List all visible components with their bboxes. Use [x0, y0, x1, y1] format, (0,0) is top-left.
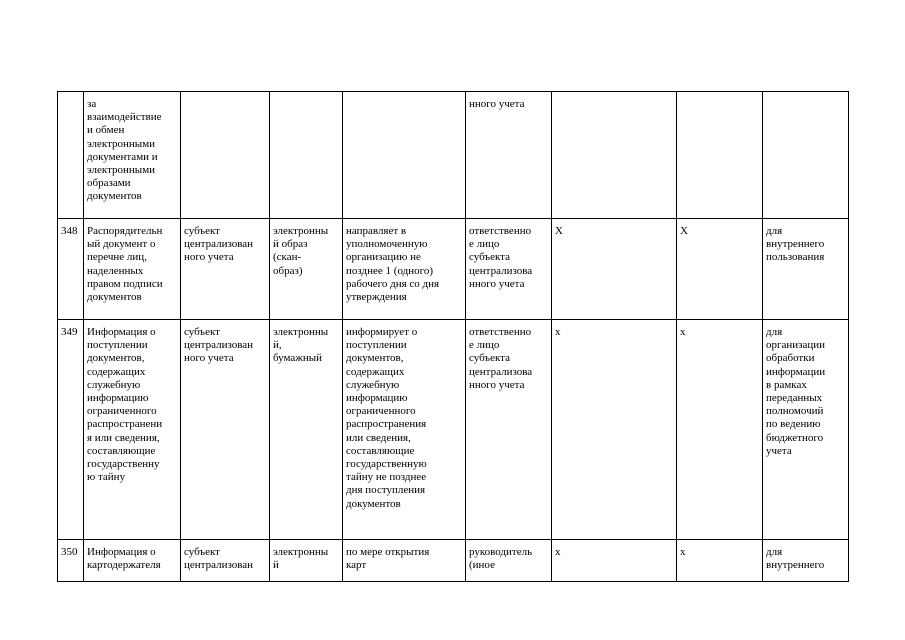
- responsible-cell: нного учета: [466, 92, 552, 219]
- document-name-cell: Информация о картодержателя: [84, 540, 181, 582]
- document-name-cell: Информация о поступлении документов, содержащих служебную информацию ограниченного распространени я или сведения, составляющие государственну ю тайну: [84, 320, 181, 540]
- table-row: [58, 540, 849, 582]
- mark-cell-2: х: [677, 540, 763, 582]
- term-cell: [343, 92, 466, 219]
- mark-cell-1: х: [552, 540, 677, 582]
- responsible-cell: ответственно е лицо субъекта централизова нного учета: [466, 320, 552, 540]
- row-number-cell: 350: [58, 540, 84, 582]
- mark-cell-2: [677, 92, 763, 219]
- table-row: [58, 320, 849, 540]
- term-cell: информирует о поступлении документов, содержащих служебную информацию ограниченного распространения или сведения, составляющие государственную тайну не позднее дня поступления документов: [343, 320, 466, 540]
- purpose-cell: для внутреннего: [763, 540, 849, 582]
- row-number-cell: [58, 92, 84, 219]
- mark-cell-1: [552, 92, 677, 219]
- registry-table: [57, 91, 849, 582]
- table-row: [58, 219, 849, 320]
- purpose-cell: [763, 92, 849, 219]
- term-cell: направляет в уполномоченную организацию не позднее 1 (одного) рабочего дня со дня утверждения: [343, 219, 466, 320]
- document-name-cell: за взаимодействие и обмен электронными документами и электронными образами документов: [84, 92, 181, 219]
- responsible-cell: руководитель (иное: [466, 540, 552, 582]
- mark-cell-2: х: [677, 320, 763, 540]
- mark-cell-1: X: [552, 219, 677, 320]
- document-name-cell: Распорядительн ый документ о перечне лиц, наделенных правом подписи документов: [84, 219, 181, 320]
- row-number-cell: 348: [58, 219, 84, 320]
- subject-cell: субъект централизован ного учета: [181, 219, 270, 320]
- purpose-cell: для организации обработки информации в рамках переданных полномочий по ведению бюджетного учета: [763, 320, 849, 540]
- form-cell: электронны й: [270, 540, 343, 582]
- mark-cell-2: X: [677, 219, 763, 320]
- form-cell: [270, 92, 343, 219]
- row-number-cell: 349: [58, 320, 84, 540]
- purpose-cell: для внутреннего пользования: [763, 219, 849, 320]
- term-cell: по мере открытия карт: [343, 540, 466, 582]
- subject-cell: субъект централизован: [181, 540, 270, 582]
- responsible-cell: ответственно е лицо субъекта централизова нного учета: [466, 219, 552, 320]
- form-cell: электронны й образ (скан- образ): [270, 219, 343, 320]
- mark-cell-1: х: [552, 320, 677, 540]
- subject-cell: субъект централизован ного учета: [181, 320, 270, 540]
- table-row: [58, 92, 849, 219]
- form-cell: электронны й, бумажный: [270, 320, 343, 540]
- subject-cell: [181, 92, 270, 219]
